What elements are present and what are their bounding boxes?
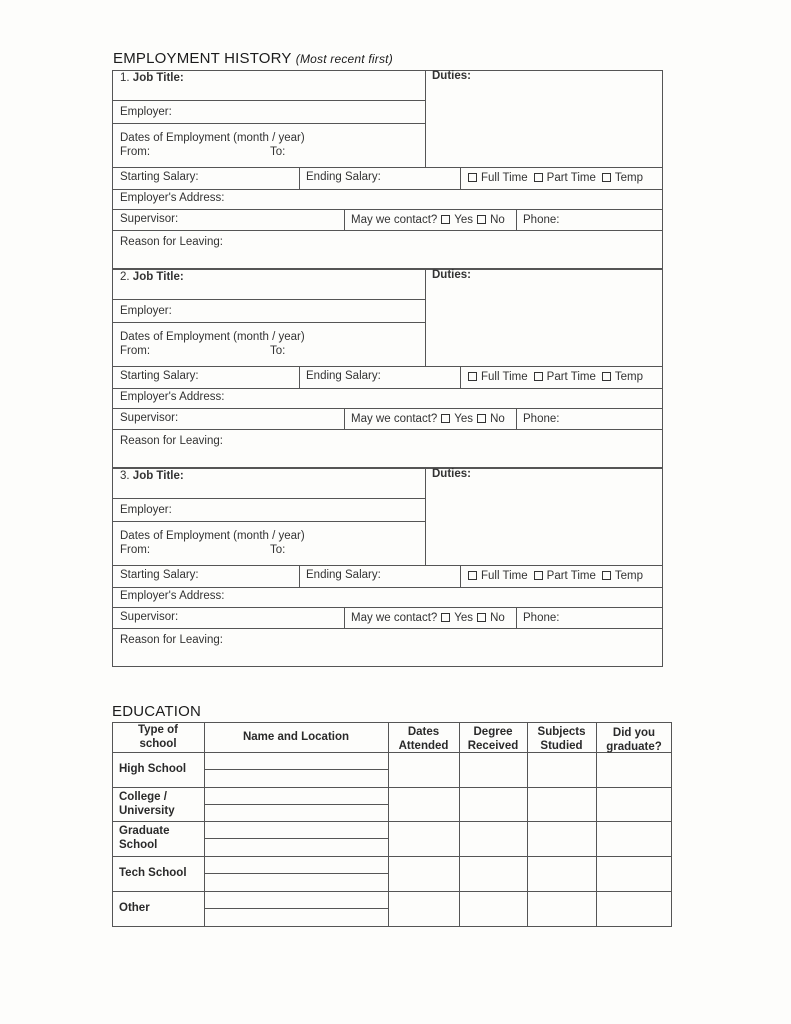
employer-address-field[interactable]: Employer's Address: bbox=[120, 192, 225, 204]
subjects-studied-cell[interactable] bbox=[528, 788, 596, 821]
school-type-label bbox=[119, 866, 187, 880]
contact-no-checkbox[interactable] bbox=[477, 414, 486, 423]
contact-yes-label: Yes bbox=[454, 612, 474, 624]
job-title-field[interactable] bbox=[120, 72, 184, 84]
dates-label: Dates of Employment (month / year) bbox=[120, 331, 305, 343]
employer-address-field[interactable]: Employer's Address: bbox=[120, 391, 225, 403]
employer-field[interactable]: Employer: bbox=[120, 305, 172, 317]
degree-received-cell[interactable] bbox=[460, 788, 527, 821]
contact-no-checkbox[interactable] bbox=[477, 613, 486, 622]
contact-no-label: No bbox=[490, 413, 505, 425]
header-did-you-graduate bbox=[596, 726, 672, 754]
contact-no-label: No bbox=[490, 214, 505, 226]
temp-label: Temp bbox=[614, 371, 643, 383]
employment-history-heading bbox=[113, 50, 393, 67]
job-title-field[interactable] bbox=[120, 271, 184, 283]
school-type-label bbox=[119, 762, 186, 776]
reason-for-leaving-field[interactable]: Reason for Leaving: bbox=[120, 435, 223, 447]
job-title-field[interactable] bbox=[120, 470, 184, 482]
supervisor-field[interactable]: Supervisor: bbox=[120, 213, 179, 225]
to-date-field[interactable]: To: bbox=[270, 345, 286, 357]
dates-attended-cell[interactable] bbox=[389, 753, 459, 786]
dates-attended-cell[interactable] bbox=[389, 822, 459, 855]
header-grad-line1: Did you bbox=[612, 727, 656, 739]
school-type-line1: College / bbox=[119, 791, 167, 803]
duties-field[interactable]: Duties: bbox=[432, 269, 471, 281]
contact-yes-label: Yes bbox=[454, 214, 474, 226]
may-contact-options bbox=[351, 413, 505, 425]
temp-label: Temp bbox=[614, 570, 643, 582]
part-time-label: Part Time bbox=[546, 570, 596, 582]
header-subjects-studied bbox=[527, 725, 596, 753]
graduated-cell[interactable] bbox=[597, 892, 671, 925]
dates-attended-cell[interactable] bbox=[389, 788, 459, 821]
job-number: 1. bbox=[120, 72, 130, 84]
from-date-field[interactable]: From: bbox=[120, 146, 151, 158]
to-date-field[interactable]: To: bbox=[270, 146, 286, 158]
full-time-label: Full Time bbox=[481, 570, 528, 582]
from-date-field[interactable]: From: bbox=[120, 544, 151, 556]
name-location-cell[interactable] bbox=[205, 753, 388, 786]
part-time-checkbox[interactable] bbox=[534, 173, 543, 182]
ending-salary-field[interactable]: Ending Salary: bbox=[306, 370, 381, 382]
header-subjects-line1: Subjects bbox=[537, 726, 586, 738]
temp-checkbox[interactable] bbox=[602, 372, 611, 381]
phone-field[interactable]: Phone: bbox=[523, 413, 560, 425]
from-date-field[interactable]: From: bbox=[120, 345, 151, 357]
header-dates-line2: Attended bbox=[398, 740, 449, 752]
name-location-cell[interactable] bbox=[205, 788, 388, 821]
header-degree-line2: Received bbox=[467, 740, 519, 752]
degree-received-cell[interactable] bbox=[460, 892, 527, 925]
degree-received-cell[interactable] bbox=[460, 753, 527, 786]
employment-type-options bbox=[462, 371, 643, 383]
job-number: 2. bbox=[120, 271, 130, 283]
ending-salary-field[interactable]: Ending Salary: bbox=[306, 569, 381, 581]
may-contact-options bbox=[351, 214, 505, 226]
temp-label: Temp bbox=[614, 172, 643, 184]
header-type-line1: Type of bbox=[137, 724, 179, 736]
part-time-label: Part Time bbox=[546, 172, 596, 184]
starting-salary-field[interactable]: Starting Salary: bbox=[120, 370, 199, 382]
header-grad-line2: graduate? bbox=[606, 741, 662, 753]
header-name-location: Name and Location bbox=[242, 731, 350, 743]
school-type-line2: University bbox=[119, 805, 175, 817]
full-time-checkbox[interactable] bbox=[468, 372, 477, 381]
to-date-field[interactable]: To: bbox=[270, 544, 286, 556]
contact-yes-label: Yes bbox=[454, 413, 474, 425]
dates-label: Dates of Employment (month / year) bbox=[120, 530, 305, 542]
header-degree-received bbox=[459, 725, 527, 753]
employer-address-field[interactable]: Employer's Address: bbox=[120, 590, 225, 602]
employment-type-options bbox=[462, 570, 643, 582]
school-type-line1: High School bbox=[119, 763, 187, 775]
full-time-checkbox[interactable] bbox=[468, 571, 477, 580]
subjects-studied-cell[interactable] bbox=[528, 753, 596, 786]
reason-for-leaving-field[interactable]: Reason for Leaving: bbox=[120, 634, 223, 646]
school-type-line1: Tech School bbox=[119, 867, 187, 879]
employer-field[interactable]: Employer: bbox=[120, 106, 172, 118]
contact-no-label: No bbox=[490, 612, 505, 624]
header-dates-line1: Dates bbox=[407, 726, 440, 738]
part-time-checkbox[interactable] bbox=[534, 372, 543, 381]
full-time-checkbox[interactable] bbox=[468, 173, 477, 182]
degree-received-cell[interactable] bbox=[460, 822, 527, 855]
may-contact-options bbox=[351, 612, 505, 624]
part-time-label: Part Time bbox=[546, 371, 596, 383]
temp-checkbox[interactable] bbox=[602, 173, 611, 182]
may-contact-label: May we contact? bbox=[351, 413, 438, 425]
school-type-label bbox=[119, 901, 150, 915]
employer-field[interactable]: Employer: bbox=[120, 504, 172, 516]
phone-field[interactable]: Phone: bbox=[523, 214, 560, 226]
supervisor-field[interactable]: Supervisor: bbox=[120, 611, 179, 623]
reason-for-leaving-field[interactable]: Reason for Leaving: bbox=[120, 236, 223, 248]
job-title-label: Job Title: bbox=[132, 470, 184, 482]
may-contact-label: May we contact? bbox=[351, 612, 438, 624]
header-type-of-school bbox=[112, 723, 204, 751]
phone-field[interactable]: Phone: bbox=[523, 612, 560, 624]
name-location-cell[interactable] bbox=[205, 857, 388, 890]
supervisor-field[interactable]: Supervisor: bbox=[120, 412, 179, 424]
starting-salary-field[interactable]: Starting Salary: bbox=[120, 569, 199, 581]
contact-yes-checkbox[interactable] bbox=[441, 613, 450, 622]
header-subjects-line2: Studied bbox=[540, 740, 583, 752]
header-type-line2: school bbox=[139, 738, 177, 750]
employment-type-options bbox=[462, 172, 643, 184]
school-type-label bbox=[119, 824, 170, 852]
education-heading: EDUCATION bbox=[112, 703, 202, 720]
graduated-cell[interactable] bbox=[597, 753, 671, 786]
dates-attended-cell[interactable] bbox=[389, 892, 459, 925]
subjects-studied-cell[interactable] bbox=[528, 857, 596, 890]
header-degree-line1: Degree bbox=[473, 726, 513, 738]
contact-yes-checkbox[interactable] bbox=[441, 414, 450, 423]
part-time-checkbox[interactable] bbox=[534, 571, 543, 580]
school-type-line1: Graduate bbox=[119, 825, 170, 837]
name-location-cell[interactable] bbox=[205, 822, 388, 855]
full-time-label: Full Time bbox=[481, 371, 528, 383]
temp-checkbox[interactable] bbox=[602, 571, 611, 580]
starting-salary-field[interactable]: Starting Salary: bbox=[120, 171, 199, 183]
school-type-label bbox=[119, 790, 175, 818]
degree-received-cell[interactable] bbox=[460, 857, 527, 890]
full-time-label: Full Time bbox=[481, 172, 528, 184]
dates-attended-cell[interactable] bbox=[389, 857, 459, 890]
school-type-line2: School bbox=[119, 839, 158, 851]
graduated-cell[interactable] bbox=[597, 857, 671, 890]
duties-field[interactable]: Duties: bbox=[432, 70, 471, 82]
subjects-studied-cell[interactable] bbox=[528, 822, 596, 855]
duties-field[interactable]: Duties: bbox=[432, 468, 471, 480]
name-location-cell[interactable] bbox=[205, 892, 388, 925]
dates-label: Dates of Employment (month / year) bbox=[120, 132, 305, 144]
subjects-studied-cell[interactable] bbox=[528, 892, 596, 925]
header-dates-attended bbox=[388, 725, 459, 753]
section-subtitle: (Most recent first) bbox=[295, 52, 393, 66]
graduated-cell[interactable] bbox=[597, 788, 671, 821]
contact-no-checkbox[interactable] bbox=[477, 215, 486, 224]
job-title-label: Job Title: bbox=[132, 271, 184, 283]
section-title: EMPLOYMENT HISTORY bbox=[113, 50, 292, 67]
job-number: 3. bbox=[120, 470, 130, 482]
ending-salary-field[interactable]: Ending Salary: bbox=[306, 171, 381, 183]
may-contact-label: May we contact? bbox=[351, 214, 438, 226]
school-type-line1: Other bbox=[119, 902, 150, 914]
contact-yes-checkbox[interactable] bbox=[441, 215, 450, 224]
job-title-label: Job Title: bbox=[132, 72, 184, 84]
graduated-cell[interactable] bbox=[597, 822, 671, 855]
